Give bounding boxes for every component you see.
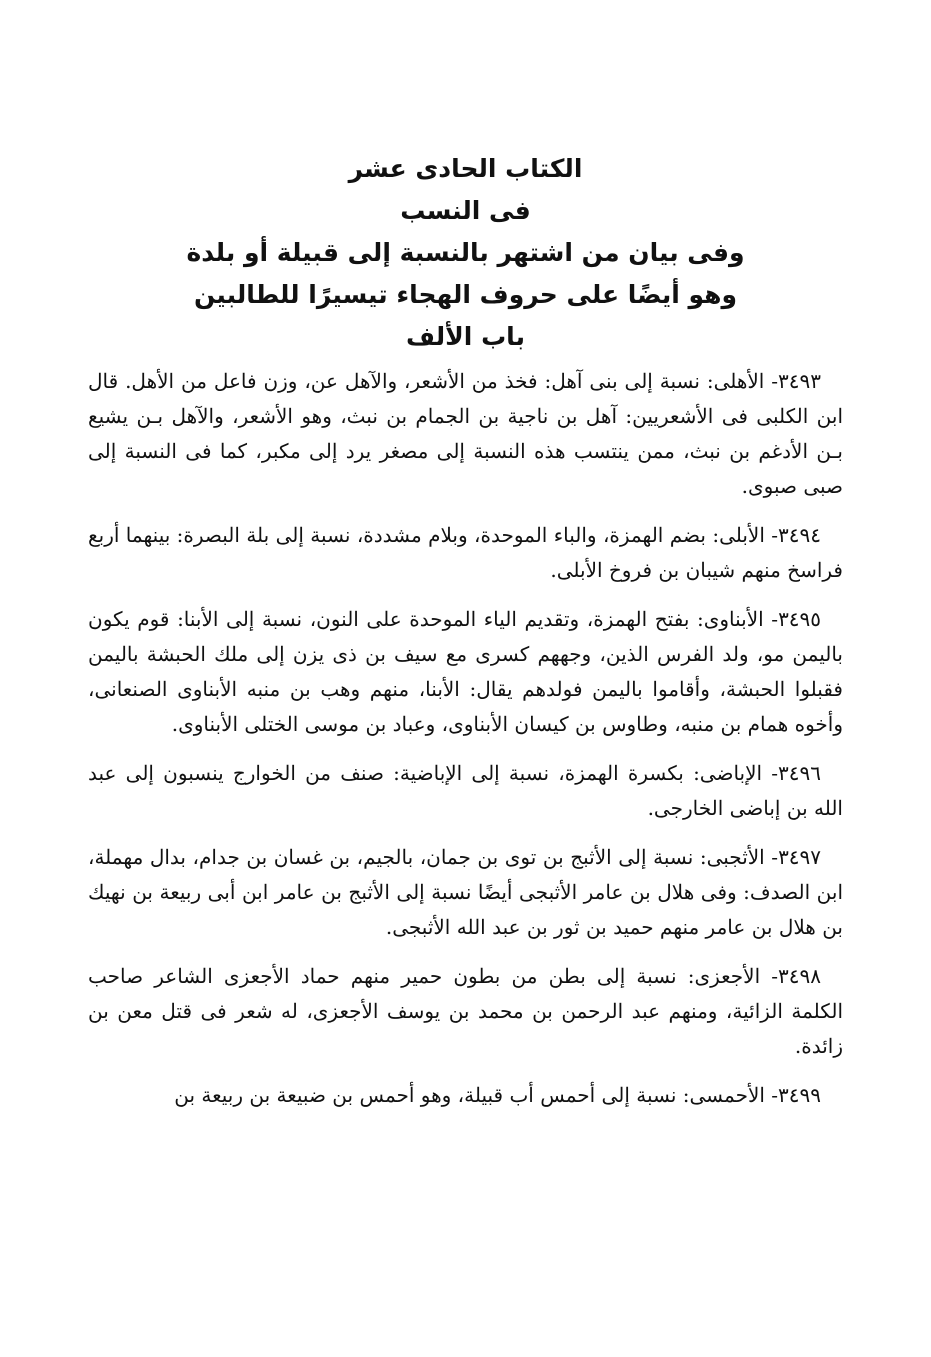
book-subject: فى النسب [400, 196, 531, 225]
entry-number: ٣٤٩٤- [771, 523, 821, 547]
book-title: الكتاب الحادى عشر [348, 154, 583, 183]
entry-text: نسبة إلى بنى آهل: فخذ من الأشعر، والآهل عن، وزن فاعل من الأهل. قال ابن الكلبى فى الأشعريين: آهل بن ناجية بن الجمام بن نبث، وهو الأشعر، والآهل بـن يشيع بـن الأدغم بن نبث، ممن ينتسب هذه النسبة إلى مصغر يرد إلى مكبر، كما فى النسبة إلى صبى صبوى. [88, 369, 843, 498]
entry-number: ٣٤٩٦- [771, 761, 822, 785]
book-description-line-1: وفى بيان من اشتهر بالنسبة إلى قبيلة أو بلدة [186, 238, 745, 267]
entry-term: الإباضى: [693, 761, 763, 785]
book-description-line-2: وهو أيضًا على حروف الهجاء تيسيرًا للطالبين [193, 280, 738, 309]
entry-number: ٣٤٩٥- [771, 607, 822, 631]
entry-3498 [88, 959, 843, 1064]
entry-term: الأهلى: [706, 369, 765, 393]
entry-3496 [88, 756, 843, 826]
entry-text: بضم الهمزة، والباء الموحدة، وبلام مشددة، نسبة إلى بلة البصرة: بينهما أربع فراسخ منهم شيبان بن فروخ الأبلى. [88, 523, 843, 582]
entry-number: ٣٤٩٣- [771, 369, 822, 393]
entry-3493 [88, 364, 843, 504]
entry-number: ٣٤٩٨- [771, 964, 822, 988]
document-page [88, 148, 843, 1317]
entry-text: نسبة إلى بطن من بطون حمير منهم حماد الأجعزى الشاعر صاحب الكلمة الزائية، ومنهم عبد الرحمن بن محمد بن يوسف الأجعزى، له شعر فى قتل معن بن زائدة. [88, 964, 843, 1058]
entry-term: الأبناوى: [696, 607, 764, 631]
entry-term: الأجعزى: [687, 964, 761, 988]
entry-term: الأحمسى: [682, 1083, 765, 1107]
entry-number: ٣٤٩٩- [771, 1083, 821, 1107]
entry-number: ٣٤٩٧- [771, 845, 822, 869]
section-title: باب الألف [406, 322, 525, 351]
entry-term: الأثجبى: [699, 845, 765, 869]
entry-text: نسبة إلى أحمس أب قبيلة، وهو أحمس بن ضبيعة بن ربيعة بن [174, 1083, 677, 1107]
entry-3495 [88, 602, 843, 742]
entry-text: نسبة إلى الأثبج بن توى بن جمان، بالجيم، بن غسان بن جدام، بدال مهملة، ابن الصدف: وفى هلال بن عامر الأثبجى أيضًا نسبة إلى الأثبج بن عامر ابن أبى ربيعة بن نهيك بن هلال بن عامر منهم حميد بن ثور بن عبد الله الأثبجى. [88, 845, 843, 939]
entry-text: بفتح الهمزة، وتقديم الياء الموحدة على النون، نسبة إلى الأبنا: قوم يكون باليمن مو، ولد الفرس الذين، وجههم كسرى مع سيف بن ذى يزن إلى ملك الحبشة باليمن فقبلوا الحبشة، وأقاموا باليمن فولدهم يقال: الأبنا، منهم وهب بن منبه الأبناوى الصنعانى، وأخوه همام بن منبه، وطاوس بن كيسان الأبناوى، وعباد بن موسى الختلى الأبناوى. [88, 607, 843, 736]
entry-3494 [88, 518, 843, 588]
entry-text: بكسرة الهمزة، نسبة إلى الإباضية: صنف من الخوارج ينسبون إلى عبد الله بن إباضى الخارجى. [88, 761, 843, 820]
chapter-heading [88, 148, 843, 358]
entry-term: الأبلى: [712, 523, 765, 547]
entry-3499 [88, 1078, 843, 1113]
entries-list [88, 364, 843, 1113]
entry-3497 [88, 840, 843, 945]
